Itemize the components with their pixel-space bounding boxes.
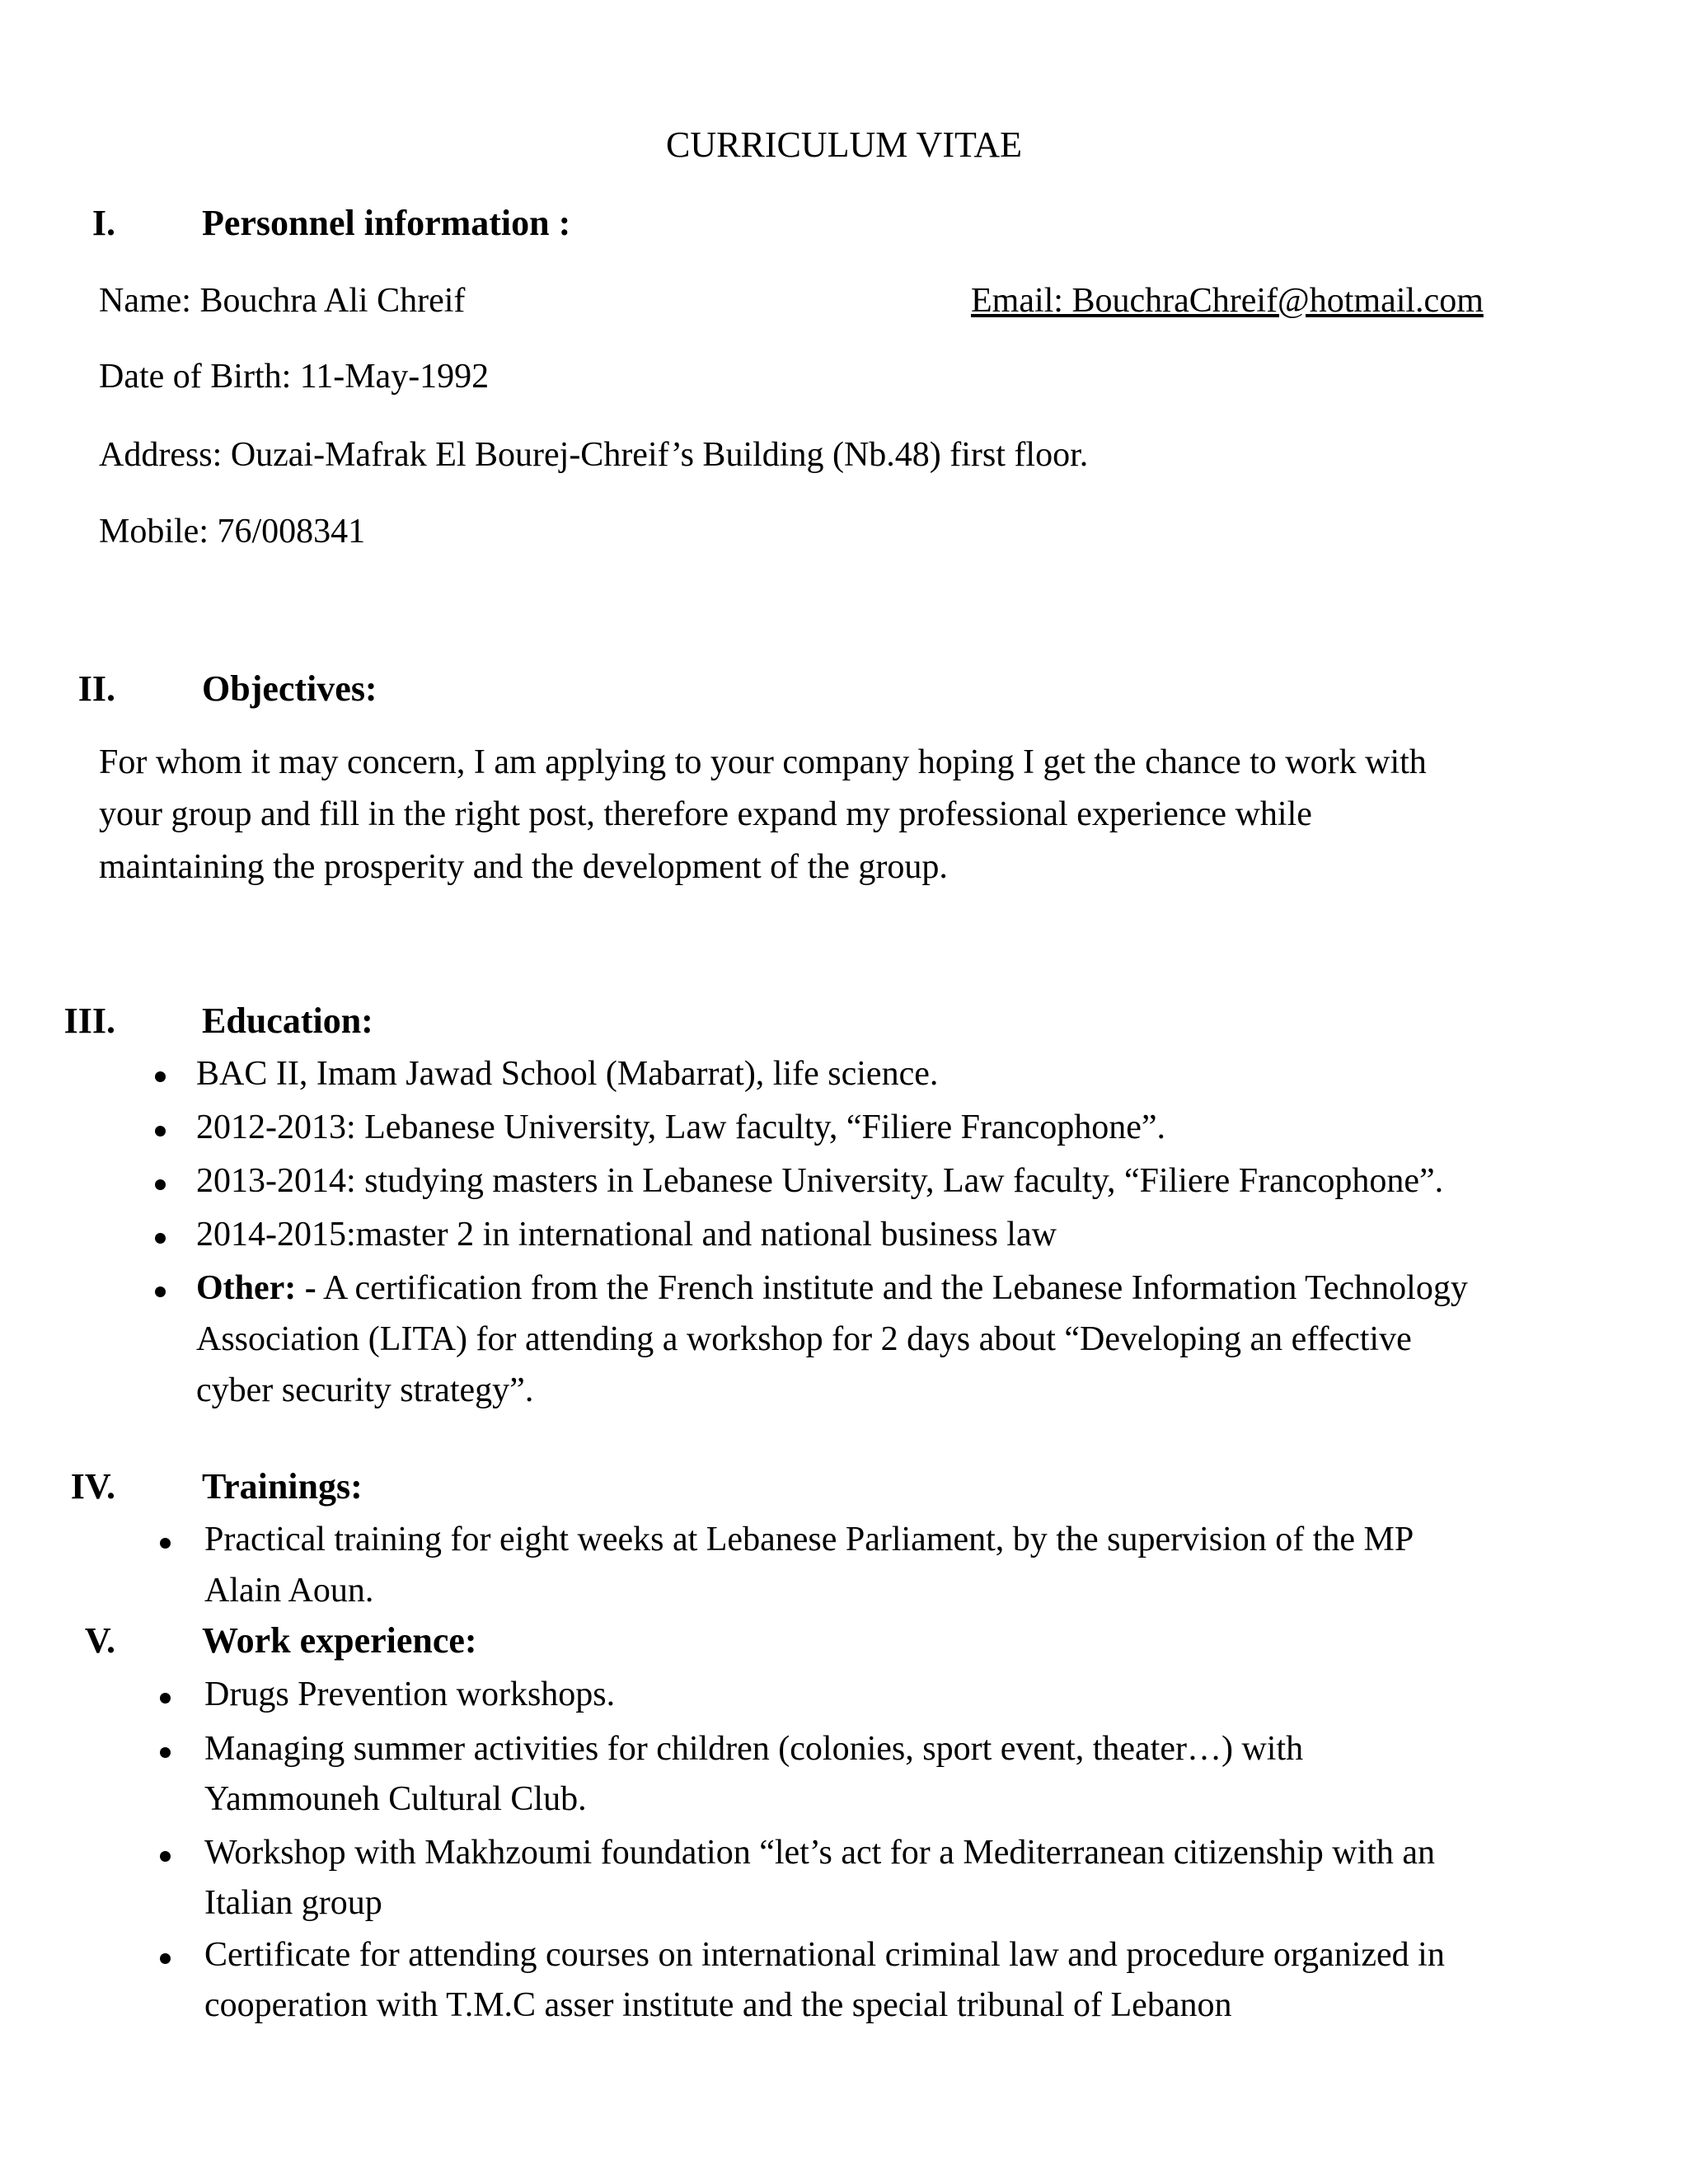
address-line: Address: Ouzai-Mafrak El Bourej-Chreif’s Building (Nb.48) first floor. bbox=[99, 436, 1089, 474]
objectives-line: For whom it may concern, I am applying to your company hoping I get the chance to work with bbox=[99, 743, 1427, 781]
section-number: I. bbox=[91, 203, 115, 243]
objectives-line: maintaining the prosperity and the development of the group. bbox=[99, 848, 948, 886]
list-item-continuation: Italian group bbox=[204, 1884, 382, 1922]
bullet-icon bbox=[160, 1851, 171, 1862]
list-item-continuation: Association (LITA) for attending a workshop for 2 days about “Developing an effective bbox=[196, 1320, 1412, 1358]
dob-line: Date of Birth: 11-May-1992 bbox=[99, 358, 490, 396]
bullet-icon bbox=[160, 1538, 171, 1549]
name-line: Name: Bouchra Ali Chreif bbox=[99, 282, 466, 320]
other-label: Other: - bbox=[196, 1269, 316, 1307]
bullet-icon bbox=[155, 1126, 166, 1137]
list-item: 2012-2013: Lebanese University, Law faculty, “Filiere Francophone”. bbox=[196, 1108, 1165, 1146]
list-item: Drugs Prevention workshops. bbox=[204, 1675, 616, 1713]
other-text: A certification from the French institute and the Lebanese Information Technology bbox=[316, 1269, 1468, 1307]
bullet-icon bbox=[155, 1286, 166, 1297]
section-title: Personnel information : bbox=[202, 203, 571, 243]
list-item: BAC II, Imam Jawad School (Mabarrat), life science. bbox=[196, 1055, 939, 1093]
list-item: Workshop with Makhzoumi foundation “let’s act for a Mediterranean citizenship with an bbox=[204, 1834, 1436, 1872]
section-number: V. bbox=[84, 1620, 115, 1661]
list-item-continuation: Alain Aoun. bbox=[204, 1572, 374, 1610]
section-title: Education: bbox=[202, 1001, 373, 1041]
email-link[interactable]: Email: BouchraChreif@hotmail.com bbox=[971, 282, 1484, 320]
bullet-icon bbox=[155, 1071, 166, 1082]
list-item: Certificate for attending courses on international criminal law and procedure organized in bbox=[204, 1936, 1445, 1974]
list-item: 2013-2014: studying masters in Lebanese University, Law faculty, “Filiere Francophone”. bbox=[196, 1162, 1444, 1200]
bullet-icon bbox=[160, 1953, 171, 1964]
list-item: Managing summer activities for children (colonies, sport event, theater…) with bbox=[204, 1730, 1304, 1768]
section-number: IV. bbox=[70, 1466, 115, 1507]
list-item-continuation: Yammouneh Cultural Club. bbox=[204, 1780, 587, 1818]
objectives-line: your group and fill in the right post, therefore expand my professional experience while bbox=[99, 795, 1312, 833]
list-item-continuation: cyber security strategy”. bbox=[196, 1371, 534, 1409]
section-title: Work experience: bbox=[202, 1620, 477, 1661]
section-number: II. bbox=[77, 668, 115, 709]
bullet-icon bbox=[155, 1233, 166, 1244]
section-title: Trainings: bbox=[202, 1466, 363, 1507]
list-item-continuation: cooperation with T.M.C asser institute and the special tribunal of Lebanon bbox=[204, 1986, 1232, 2024]
list-item: Practical training for eight weeks at Lebanese Parliament, by the supervision of the MP bbox=[204, 1521, 1414, 1558]
list-item: 2014-2015:master 2 in international and national business law bbox=[196, 1216, 1057, 1254]
bullet-icon bbox=[155, 1179, 166, 1190]
list-item-other bbox=[196, 1268, 1468, 1309]
section-number: III. bbox=[63, 1001, 115, 1041]
section-title: Objectives: bbox=[202, 668, 377, 709]
bullet-icon bbox=[160, 1747, 171, 1758]
document-title: CURRICULUM VITAE bbox=[665, 124, 1022, 165]
mobile-line: Mobile: 76/008341 bbox=[99, 513, 366, 551]
bullet-icon bbox=[160, 1693, 171, 1704]
